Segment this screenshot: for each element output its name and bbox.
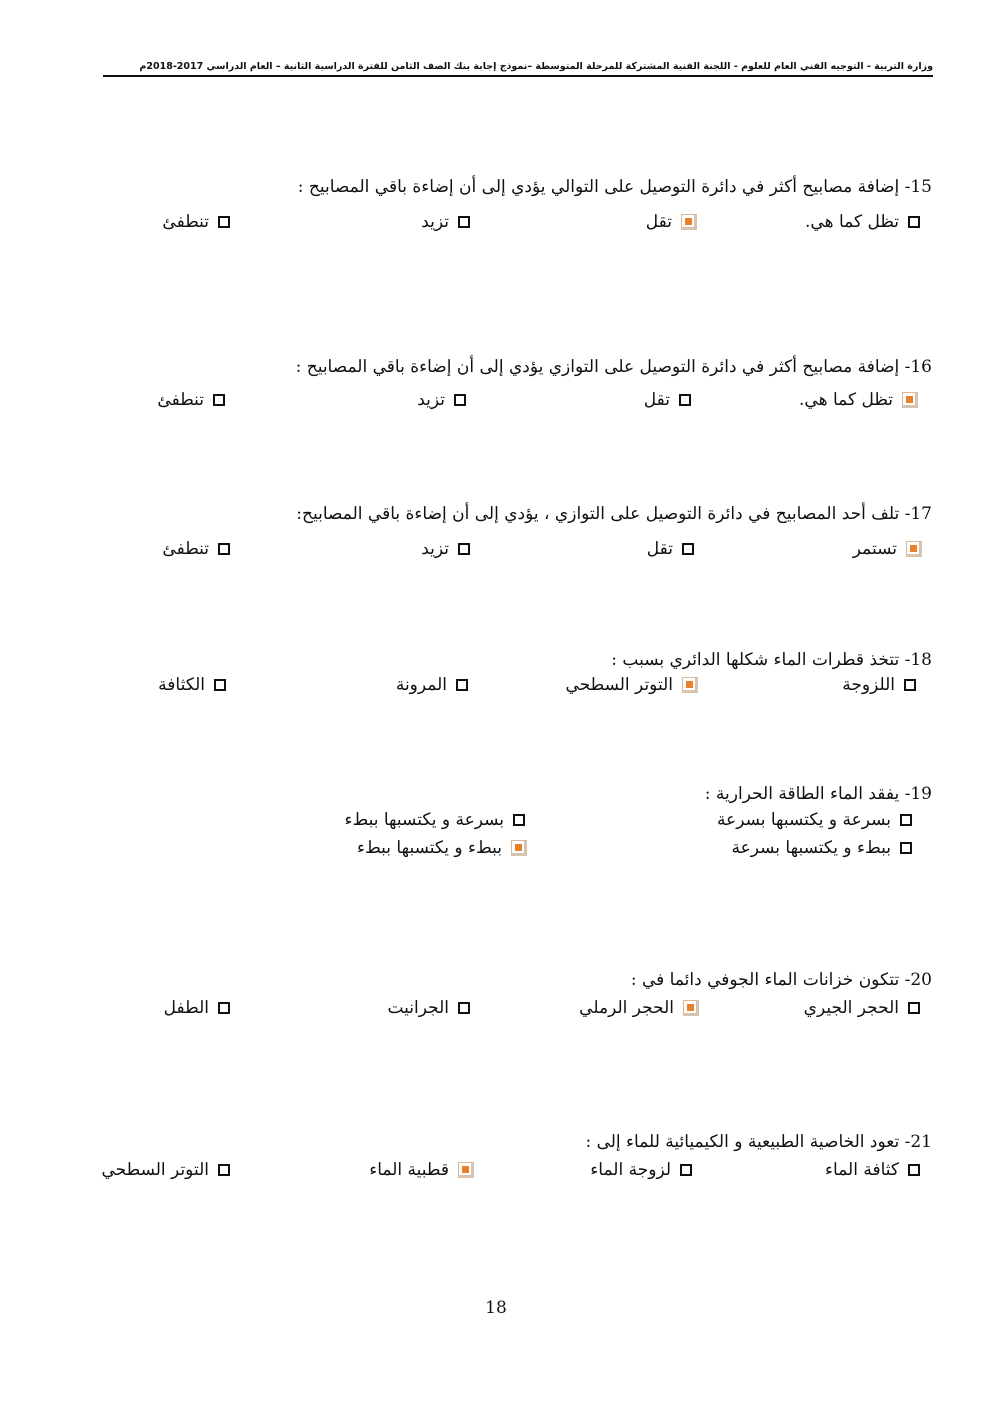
question-20: 20- تتكون خزانات الماء الجوفي دائما في : <box>630 970 932 990</box>
option-20-a[interactable] <box>804 998 920 1018</box>
option-label: المرونة <box>395 675 447 695</box>
option-18-b[interactable] <box>566 675 699 695</box>
option-label: الطفل <box>163 998 209 1018</box>
option-19-c[interactable] <box>731 838 912 858</box>
checkbox[interactable] <box>904 679 916 691</box>
option-19-a[interactable] <box>717 810 912 830</box>
checkbox[interactable] <box>908 216 920 228</box>
checkbox[interactable] <box>908 1002 920 1014</box>
checkbox[interactable] <box>900 842 912 854</box>
page-header: وزارة التربية - التوجيه الفني العام للعلوم - اللجنة الفنية المشتركة للمرحلة المتوسطة –نموذج إجابة بنك الصف الثامن للفترة الدراسية الثانية – العام الدراسي 2017-2018م <box>103 59 933 77</box>
checked-box-icon[interactable] <box>682 677 698 693</box>
page-number: 18 <box>485 1298 507 1318</box>
checked-box-icon[interactable] <box>681 214 697 230</box>
option-20-c[interactable] <box>387 998 470 1018</box>
option-17-d[interactable] <box>162 539 230 559</box>
option-label: تقل <box>646 539 673 559</box>
checkbox[interactable] <box>458 1002 470 1014</box>
option-label: الجرانيت <box>387 998 449 1018</box>
option-18-d[interactable] <box>158 675 226 695</box>
checkbox[interactable] <box>454 394 466 406</box>
checkbox[interactable] <box>458 543 470 555</box>
option-17-a[interactable] <box>853 539 922 559</box>
option-label: تقل <box>645 212 672 232</box>
option-label: تزيد <box>421 212 449 232</box>
question-19: 19- يفقد الماء الطاقة الحرارية : <box>704 784 932 804</box>
option-label: بسرعة و يكتسبها ببطء <box>344 810 504 830</box>
question-15: 15- إضافة مصابيح أكثر في دائرة التوصيل على التوالي يؤدي إلى أن إضاءة باقي المصابيح : <box>297 177 932 197</box>
option-label: التوتر السطحي <box>565 675 673 695</box>
option-17-b[interactable] <box>647 539 694 559</box>
option-21-d[interactable] <box>102 1160 231 1180</box>
option-21-c[interactable] <box>369 1160 474 1180</box>
checkbox[interactable] <box>213 394 225 406</box>
checkbox[interactable] <box>218 1164 230 1176</box>
option-21-b[interactable] <box>590 1160 692 1180</box>
option-15-c[interactable] <box>421 212 470 232</box>
option-label: تنطفئ <box>162 539 209 559</box>
option-label: اللزوجة <box>842 675 895 695</box>
option-label: ببطء و يكتسبها ببطء <box>357 838 502 858</box>
option-16-c[interactable] <box>417 390 466 410</box>
option-label: الحجر الجيري <box>803 998 899 1018</box>
option-16-d[interactable] <box>157 390 225 410</box>
checkbox[interactable] <box>456 679 468 691</box>
option-label: الكثافة <box>158 675 205 695</box>
option-label: تقل <box>643 390 670 410</box>
checkbox[interactable] <box>682 543 694 555</box>
checked-box-icon[interactable] <box>902 392 918 408</box>
option-label: ببطء و يكتسبها بسرعة <box>731 838 891 858</box>
question-16: 16- إضافة مصابيح أكثر في دائرة التوصيل على التوازي يؤدي إلى أن إضاءة باقي المصابيح : <box>295 357 932 377</box>
checked-box-icon[interactable] <box>458 1162 474 1178</box>
option-15-d[interactable] <box>162 212 230 232</box>
option-16-a[interactable] <box>799 390 918 410</box>
option-label: لزوجة الماء <box>590 1160 671 1180</box>
checkbox[interactable] <box>900 814 912 826</box>
checkbox[interactable] <box>513 814 525 826</box>
option-label: تنطفئ <box>162 212 209 232</box>
option-20-d[interactable] <box>164 998 230 1018</box>
question-18: 18- تتخذ قطرات الماء شكلها الدائري بسبب : <box>611 650 932 670</box>
option-label: قطبية الماء <box>369 1160 449 1180</box>
option-label: بسرعة و يكتسبها بسرعة <box>716 810 891 830</box>
checkbox[interactable] <box>218 543 230 555</box>
option-label: التوتر السطحي <box>101 1160 209 1180</box>
question-17: 17- تلف أحد المصابيح في دائرة التوصيل على التوازي ، يؤدي إلى أن إضاءة باقي المصابيح: <box>296 504 932 524</box>
question-21: 21- تعود الخاصية الطبيعية و الكيميائية للماء إلى : <box>585 1132 932 1152</box>
option-label: تظل كما هي. <box>799 390 893 410</box>
option-19-b[interactable] <box>344 810 525 830</box>
checkbox[interactable] <box>218 216 230 228</box>
option-21-a[interactable] <box>825 1160 920 1180</box>
checkbox[interactable] <box>679 394 691 406</box>
option-18-c[interactable] <box>396 675 468 695</box>
option-label: تنطفئ <box>157 390 204 410</box>
option-19-d[interactable] <box>357 838 527 858</box>
checkbox[interactable] <box>218 1002 230 1014</box>
checkbox[interactable] <box>680 1164 692 1176</box>
checked-box-icon[interactable] <box>906 541 922 557</box>
option-17-c[interactable] <box>421 539 470 559</box>
checked-box-icon[interactable] <box>683 1000 699 1016</box>
option-20-b[interactable] <box>579 998 699 1018</box>
checkbox[interactable] <box>908 1164 920 1176</box>
option-label: تظل كما هي. <box>805 212 899 232</box>
option-label: كثافة الماء <box>825 1160 899 1180</box>
option-label: تستمر <box>852 539 897 559</box>
checked-box-icon[interactable] <box>511 840 527 856</box>
option-18-a[interactable] <box>842 675 916 695</box>
option-label: الحجر الرملي <box>579 998 674 1018</box>
option-15-a[interactable] <box>805 212 920 232</box>
checkbox[interactable] <box>458 216 470 228</box>
option-15-b[interactable] <box>646 212 697 232</box>
option-label: تزيد <box>417 390 445 410</box>
option-label: تزيد <box>421 539 449 559</box>
checkbox[interactable] <box>214 679 226 691</box>
option-16-b[interactable] <box>644 390 691 410</box>
